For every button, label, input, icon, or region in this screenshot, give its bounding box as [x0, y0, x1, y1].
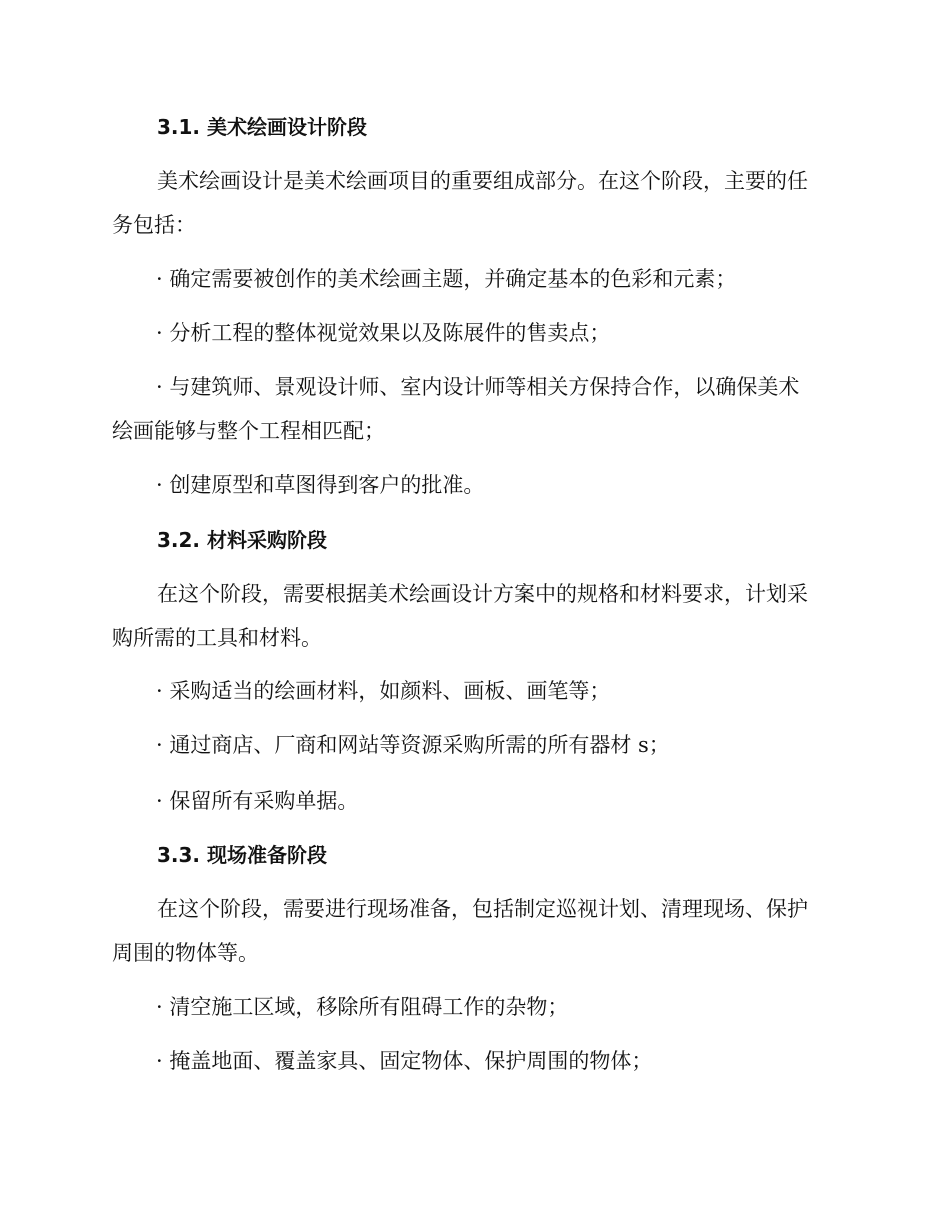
bullet-item: · 通过商店、厂商和网站等资源采购所需的所有器材 s；	[156, 733, 670, 757]
paragraph-line: 周围的物体等。	[112, 941, 259, 965]
bullet-item: · 保留所有采购单据。	[156, 789, 359, 813]
bullet-item: · 确定需要被创作的美术绘画主题，并确定基本的色彩和元素；	[156, 267, 737, 291]
paragraph-line: 美术绘画设计是美术绘画项目的重要组成部分。在这个阶段，主要的任	[157, 169, 808, 193]
paragraph-line: 在这个阶段，需要进行现场准备，包括制定巡视计划、清理现场、保护	[157, 897, 808, 921]
bullet-item: · 创建原型和草图得到客户的批准。	[156, 473, 485, 497]
paragraph-line: 在这个阶段，需要根据美术绘画设计方案中的规格和材料要求，计划采	[157, 582, 808, 606]
section-heading: 3.2. 材料采购阶段	[157, 528, 327, 552]
paragraph-line: 务包括：	[112, 213, 196, 237]
bullet-item: · 分析工程的整体视觉效果以及陈展件的售卖点；	[156, 321, 611, 345]
bullet-item-continuation: 绘画能够与整个工程相匹配；	[112, 419, 385, 443]
bullet-item: · 与建筑师、景观设计师、室内设计师等相关方保持合作，以确保美术	[156, 375, 800, 399]
bullet-item: · 清空施工区域，移除所有阻碍工作的杂物；	[156, 995, 569, 1019]
bullet-item: · 采购适当的绘画材料，如颜料、画板、画笔等；	[156, 679, 611, 703]
section-heading: 3.3. 现场准备阶段	[157, 843, 327, 867]
bullet-item: · 掩盖地面、覆盖家具、固定物体、保护周围的物体；	[156, 1049, 653, 1073]
paragraph-line: 购所需的工具和材料。	[112, 626, 322, 650]
section-heading: 3.1. 美术绘画设计阶段	[157, 115, 367, 139]
